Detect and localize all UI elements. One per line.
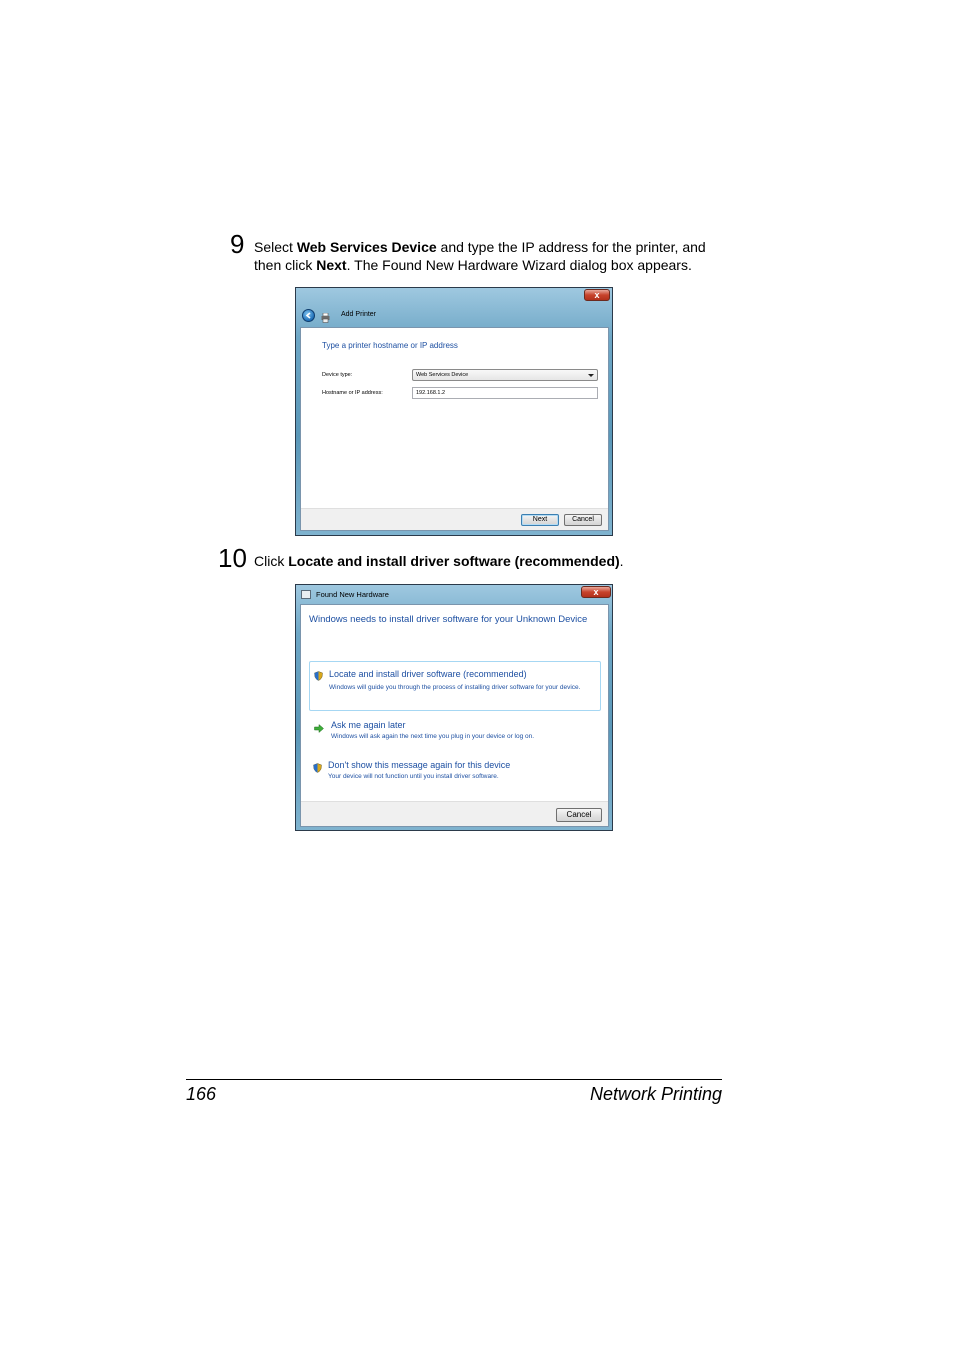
hardware-window-icon [301,590,311,599]
section-title: Network Printing [589,1084,722,1104]
found-hardware-cancel-button[interactable]: Cancel [556,808,602,822]
option-3-description: Your device will not function until you install driver software. [328,773,499,780]
hostname-label: Hostname or IP address: [322,390,383,396]
step-10-number: 10 [218,543,247,573]
found-new-hardware-window [295,584,613,831]
step-10-text-2: . [619,553,624,569]
step-9-text-1: Select [254,239,297,255]
hostname-value: 192.168.1.2 [416,390,446,396]
hostname-input[interactable] [412,387,598,399]
step-9-bold-2: Next [316,257,347,273]
next-button[interactable]: Next [521,514,559,526]
page-number: 166 [186,1084,217,1104]
found-new-hardware-title: Found New Hardware [316,590,389,599]
step-10-bold-1: Locate and install driver software (recommended) [288,553,620,569]
device-type-value: Web Services Device [416,372,469,378]
add-printer-button-bar [301,508,608,530]
printer-icon [321,310,330,320]
shield-icon [313,760,322,770]
option-ask-later[interactable] [309,717,601,749]
add-printer-title: Add Printer [341,311,377,318]
step-9-text-2: and type the IP address for the printer, and then click [254,239,706,273]
step-10-instruction [254,552,724,570]
add-printer-close-button[interactable]: x [584,289,610,301]
green-arrow-icon [314,720,324,729]
add-printer-content [300,327,609,531]
chevron-down-icon [588,374,594,377]
option-1-title: Locate and install driver software (recommended) [329,669,527,679]
step-10-text-1: Click [254,553,289,569]
found-hardware-heading: Windows needs to install driver software for your Unknown Device [309,614,588,625]
back-arrow-icon[interactable] [302,309,315,322]
option-dont-show[interactable] [309,758,601,788]
device-type-label: Device type: [322,372,353,378]
option-3-title: Don't show this message again for this device [328,760,511,770]
option-2-description: Windows will ask again the next time you plug in your device or log on. [331,733,535,740]
step-9-number: 9 [230,229,245,259]
option-locate-install[interactable] [309,661,601,711]
step-9-text-3: . The Found New Hardware Wizard dialog box appears. [346,257,692,273]
option-1-description: Windows will guide you through the process of installing driver software for your device. [329,684,581,691]
found-hardware-content [300,604,609,827]
step-9-instruction [254,238,724,274]
cancel-button[interactable]: Cancel [564,514,602,526]
option-2-title: Ask me again later [331,720,406,730]
add-printer-heading: Type a printer hostname or IP address [322,341,458,350]
found-hardware-button-bar [301,801,608,826]
shield-icon [314,668,323,678]
device-type-select[interactable] [412,369,598,381]
found-hardware-close-button[interactable]: x [581,586,611,598]
add-printer-window [295,287,613,536]
step-9-bold-1: Web Services Device [296,239,437,255]
footer-rule [186,1079,722,1080]
